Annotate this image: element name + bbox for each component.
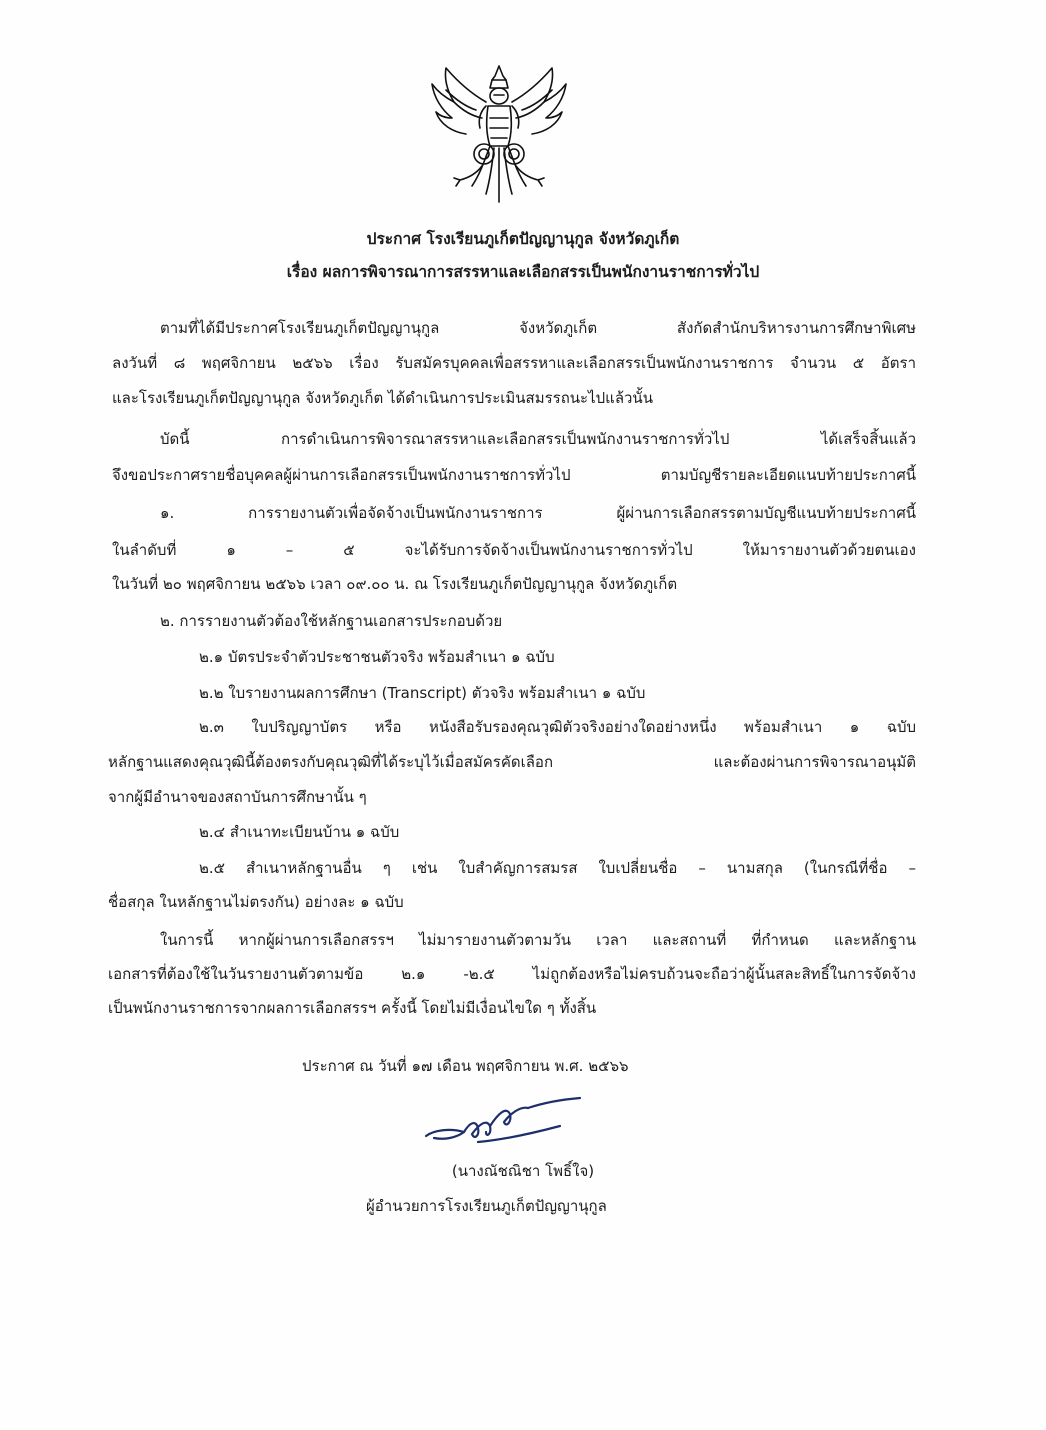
item-1-line-1: ๑. การรายงานตัวเพื่อจัดจ้างเป็นพนักงานราชการ ผู้ผ่านการเลือกสรรตามบัญชีแนบท้ายประกาศนี้: [160, 504, 916, 522]
sub-item-2-3-line-2: หลักฐานแสดงคุณวุฒินี้ต้องตรงกับคุณวุฒิที่ได้ระบุไว้เมื่อสมัครคัดเลือก และต้องผ่านการพิจารณาอนุมัติ: [108, 753, 916, 771]
item-1-line-2: ในลำดับที่ ๑ – ๕ จะได้รับการจัดจ้างเป็นพนักงานราชการทั่วไป ให้มารายงานตัวด้วยตนเอง: [112, 541, 916, 559]
announcement-subject: เรื่อง ผลการพิจารณาการสรรหาและเลือกสรรเป็นพนักงานราชการทั่วไป: [286, 263, 760, 281]
signer-position: ผู้อำนวยการโรงเรียนภูเก็ตปัญญานุกูล: [366, 1197, 607, 1215]
paragraph-3-line-1: ในการนี้ หากผู้ผ่านการเลือกสรรฯ ไม่มารายงานตัวตามวัน เวลา และสถานที่ ที่กำหนด และหลักฐาน: [160, 931, 916, 949]
sub-item-2-3-line-3: จากผู้มีอำนาจของสถาบันการศึกษานั้น ๆ: [108, 788, 367, 806]
paragraph-3-line-2: เอกสารที่ต้องใช้ในวันรายงานตัวตามข้อ ๒.๑ -๒.๕ ไม่ถูกต้องหรือไม่ครบถ้วนจะถือว่าผู้นั้นสละสิทธิ์ในการจัดจ้าง: [108, 965, 916, 983]
item-1-line-3: ในวันที่ ๒๐ พฤศจิกายน ๒๕๖๖ เวลา ๐๙.๐๐ น. ณ โรงเรียนภูเก็ตปัญญานุกูล จังหวัดภูเก็ต: [112, 575, 678, 593]
announcement-date: ประกาศ ณ วันที่ ๑๗ เดือน พฤศจิกายน พ.ศ. ๒๕๖๖: [302, 1057, 629, 1075]
item-2: ๒. การรายงานตัวต้องใช้หลักฐานเอกสารประกอบด้วย: [160, 612, 503, 630]
sub-item-2-5-line-1: ๒.๕ สำเนาหลักฐานอื่น ๆ เช่น ใบสำคัญการสมรส ใบเปลี่ยนชื่อ – นามสกุล (ในกรณีที่ชื่อ –: [199, 859, 916, 877]
paragraph-1-line-1: ตามที่ได้มีประกาศโรงเรียนภูเก็ตปัญญานุกูล จังหวัดภูเก็ต สังกัดสำนักบริหารงานการศึกษาพิเศษ: [160, 319, 916, 337]
paragraph-1-line-3: และโรงเรียนภูเก็ตปัญญานุกูล จังหวัดภูเก็ต ได้ดำเนินการประเมินสมรรถนะไปแล้วนั้น: [112, 389, 653, 407]
paragraph-2-line-2: จึงขอประกาศรายชื่อบุคคลผู้ผ่านการเลือกสรรเป็นพนักงานราชการทั่วไป ตามบัญชีรายละเอียดแนบท้ายประกาศนี้: [112, 466, 916, 484]
sub-item-2-3-line-1: ๒.๓ ใบปริญญาบัตร หรือ หนังสือรับรองคุณวุฒิตัวจริงอย่างใดอย่างหนึ่ง พร้อมสำเนา ๑ ฉบับ: [199, 718, 916, 736]
paragraph-2-line-1: บัดนี้ การดำเนินการพิจารณาสรรหาและเลือกสรรเป็นพนักงานราชการทั่วไป ได้เสร็จสิ้นแล้ว: [160, 430, 916, 448]
announcement-title: ประกาศ โรงเรียนภูเก็ตปัญญานุกูล จังหวัดภูเก็ต: [366, 230, 680, 248]
sub-item-2-4: ๒.๔ สำเนาทะเบียนบ้าน ๑ ฉบับ: [199, 823, 400, 841]
paragraph-3-line-3: เป็นพนักงานราชการจากผลการเลือกสรรฯ ครั้งนี้ โดยไม่มีเงื่อนไขใด ๆ ทั้งสิ้น: [108, 999, 597, 1017]
signer-name: (นางณัชณิชา โพธิ์ใจ): [451, 1162, 595, 1180]
garuda-emblem-icon: [424, 62, 574, 207]
handwritten-signature: [420, 1092, 590, 1154]
sub-item-2-2: ๒.๒ ใบรายงานผลการศึกษา (Transcript) ตัวจริง พร้อมสำเนา ๑ ฉบับ: [199, 684, 646, 702]
sub-item-2-1: ๒.๑ บัตรประจำตัวประชาชนตัวจริง พร้อมสำเนา ๑ ฉบับ: [199, 648, 555, 666]
paragraph-1-line-2: ลงวันที่ ๘ พฤศจิกายน ๒๕๖๖ เรื่อง รับสมัครบุคคลเพื่อสรรหาและเลือกสรรเป็นพนักงานราชการ จำนวน ๕ อัตรา: [112, 354, 916, 372]
sub-item-2-5-line-2: ชื่อสกุล ในหลักฐานไม่ตรงกัน) อย่างละ ๑ ฉบับ: [108, 893, 404, 911]
